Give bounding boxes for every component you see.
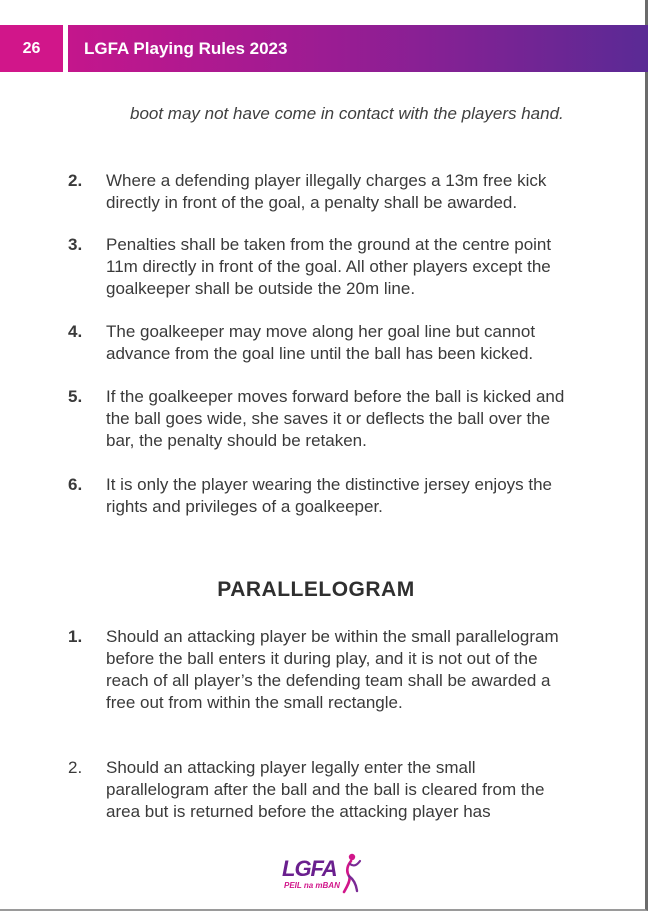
lgfa-logo (282, 852, 362, 896)
player-figure-icon (338, 852, 364, 894)
rule-number: 1. (68, 627, 83, 646)
rule-number: 2. (68, 171, 83, 190)
page-header-title: LGFA Playing Rules 2023 (68, 25, 648, 72)
rule-number: 4. (68, 322, 83, 341)
logo-wordmark: LGFA (282, 856, 337, 881)
logo-subtext: PEIL na mBAN (284, 881, 340, 890)
continuation-text: boot may not have come in contact with the players hand. (130, 104, 564, 123)
rule-number: 2. (68, 758, 83, 777)
rule-text: The goalkeeper may move along her goal line but cannot advance from the goal line until the ball has been kicked. (106, 322, 536, 363)
rule-number: 3. (68, 235, 83, 254)
section-title: PARALLELOGRAM (217, 578, 415, 601)
rule-text: If the goalkeeper moves forward before the ball is kicked and the ball goes wide, she saves it or deflects the ball over the bar, the penalty should be retaken. (106, 387, 565, 450)
rule-text: Penalties shall be taken from the ground at the centre point 11m directly in front of the goal. All other players except the goalkeeper shall be outside the 20m line. (106, 235, 552, 298)
rule-text: Should an attacking player be within the small parallelogram before the ball enters it during play, and it is not out of the reach of all player’s the defending team shall be awarded a free out from within the small rectangle. (106, 627, 559, 712)
rule-text: Should an attacking player legally enter the small parallelogram after the ball and the ball is cleared from the area but is returned before the attacking player has (106, 758, 545, 821)
rule-text: Where a defending player illegally charges a 13m free kick directly in front of the goal, a penalty shall be awarded. (106, 171, 547, 212)
rule-number: 5. (68, 387, 83, 406)
rule-number: 6. (68, 475, 83, 494)
page-number: 26 (0, 25, 63, 72)
rule-text: It is only the player wearing the distinctive jersey enjoys the rights and privileges of a goalkeeper. (106, 475, 553, 516)
